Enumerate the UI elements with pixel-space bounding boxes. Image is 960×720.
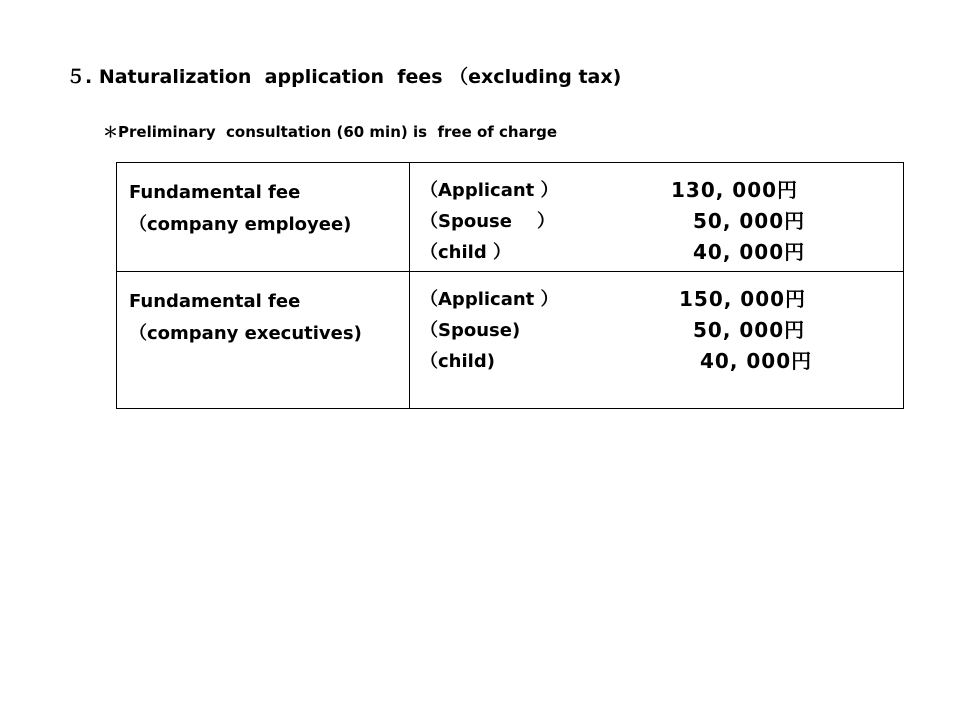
fee-amount: 50, 000円	[693, 318, 806, 342]
section-heading: ５. Naturalization application fees （excluding tax)	[66, 66, 622, 88]
fee-label: （child)	[420, 351, 495, 372]
fee-label: （Applicant ）	[420, 180, 559, 201]
fee-amount: 50, 000円	[693, 209, 806, 233]
fee-line-child	[420, 346, 903, 377]
fee-line-spouse	[420, 206, 903, 237]
category-label: Fundamental fee	[129, 182, 301, 203]
fees-cell-executives	[410, 272, 904, 409]
fee-amount: 40, 000円	[700, 349, 813, 373]
fee-line-applicant	[420, 284, 903, 315]
fee-label: （Spouse)	[420, 320, 521, 341]
fee-amount: 40, 000円	[693, 240, 806, 264]
fee-table	[116, 162, 904, 409]
fees-cell-employee	[410, 163, 904, 272]
category-label: Fundamental fee	[129, 291, 301, 312]
fee-amount: 150, 000円	[679, 287, 807, 311]
fee-line-child	[420, 237, 903, 268]
consultation-note: ＊Preliminary consultation (60 min) is free of charge	[103, 123, 558, 141]
fee-amount: 130, 000円	[671, 178, 799, 202]
fee-label: （Spouse ）	[420, 211, 556, 232]
category-cell-employee	[117, 163, 410, 272]
fee-label: （Applicant ）	[420, 289, 559, 310]
category-sublabel: （company executives)	[129, 323, 362, 344]
table-row-executives	[117, 272, 904, 409]
category-sublabel: （company employee)	[129, 214, 352, 235]
fee-label: （child ）	[420, 242, 511, 263]
fee-line-spouse	[420, 315, 903, 346]
fee-line-applicant	[420, 175, 903, 206]
category-cell-executives	[117, 272, 410, 409]
table-row-employee	[117, 163, 904, 272]
